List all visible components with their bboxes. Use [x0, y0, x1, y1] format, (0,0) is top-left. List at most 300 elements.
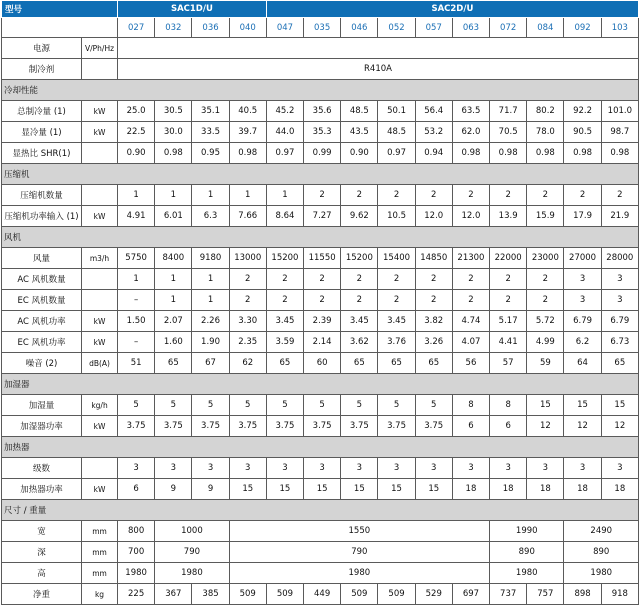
row-unit: mm — [82, 542, 118, 563]
row-unit: kg/h — [82, 395, 118, 416]
value-cell: 6 — [118, 479, 155, 500]
value-cell: 790 — [155, 542, 229, 563]
value-cell: 509 — [266, 584, 303, 605]
value-cell: 60 — [304, 353, 341, 374]
value-cell: 3.45 — [341, 311, 378, 332]
spec-body — [2, 38, 639, 605]
value-cell: 6.3 — [192, 206, 229, 227]
value-cell: 0.90 — [118, 143, 155, 164]
value-cell: 1 — [192, 269, 229, 290]
row-label: 总制冷量 (1) — [2, 101, 82, 122]
row-label: 宽 — [2, 521, 82, 542]
model-code: 084 — [527, 18, 564, 38]
value-cell: 0.98 — [564, 143, 601, 164]
value-cell: 80.2 — [527, 101, 564, 122]
table-row — [2, 542, 639, 563]
section-title: 加湿器 — [2, 374, 639, 395]
value-cell: 65 — [415, 353, 452, 374]
value-cell: 2 — [415, 290, 452, 311]
row-label: 压缩机数量 — [2, 185, 82, 206]
value-cell: 225 — [118, 584, 155, 605]
value-cell: 3 — [527, 458, 564, 479]
value-cell: 2 — [527, 269, 564, 290]
value-cell: 30.0 — [155, 122, 192, 143]
row-unit: V/Ph/Hz — [82, 38, 118, 59]
value-cell: 1980 — [118, 563, 155, 584]
value-cell: 28000 — [601, 248, 638, 269]
row-label: AC 风机数量 — [2, 269, 82, 290]
row-label: 显热比 SHR(1) — [2, 143, 82, 164]
value-cell: 5750 — [118, 248, 155, 269]
row-label: 压缩机功率输入 (1) — [2, 206, 82, 227]
value-cell: 9 — [192, 479, 229, 500]
value-cell: 6 — [452, 416, 489, 437]
table-row — [2, 101, 639, 122]
row-label: 噪音 (2) — [2, 353, 82, 374]
value-cell: 15.9 — [527, 206, 564, 227]
model-code: 032 — [155, 18, 192, 38]
value-cell: 2 — [601, 185, 638, 206]
table-row — [2, 479, 639, 500]
row-unit: mm — [82, 563, 118, 584]
value-cell: 3 — [341, 458, 378, 479]
value-cell: 2.07 — [155, 311, 192, 332]
table-row — [2, 59, 639, 80]
value-cell: 10.5 — [378, 206, 415, 227]
value-cell: 56 — [452, 353, 489, 374]
value-cell: 13.9 — [490, 206, 527, 227]
value-cell: 9 — [155, 479, 192, 500]
value-cell: 3 — [452, 458, 489, 479]
value-cell: 27000 — [564, 248, 601, 269]
value-cell: 50.1 — [378, 101, 415, 122]
value-cell: 449 — [304, 584, 341, 605]
value-cell: 43.5 — [341, 122, 378, 143]
value-cell: 918 — [601, 584, 638, 605]
table-row — [2, 122, 639, 143]
value-cell: 35.6 — [304, 101, 341, 122]
value-cell: 33.5 — [192, 122, 229, 143]
value-cell: 15 — [527, 395, 564, 416]
value-cell: 2 — [304, 290, 341, 311]
value-cell: 2 — [490, 290, 527, 311]
value-cell: 5 — [378, 395, 415, 416]
value-cell: 6.73 — [601, 332, 638, 353]
value-cell: 2490 — [564, 521, 639, 542]
value-cell: 98.7 — [601, 122, 638, 143]
value-cell: 51 — [118, 353, 155, 374]
value-cell: 9.62 — [341, 206, 378, 227]
model-code: 057 — [415, 18, 452, 38]
value-cell: 6 — [490, 416, 527, 437]
value-cell: 0.98 — [490, 143, 527, 164]
value-cell: 0.98 — [452, 143, 489, 164]
value-cell: 1980 — [490, 563, 564, 584]
row-unit: kW — [82, 332, 118, 353]
table-row — [2, 311, 639, 332]
value-cell: 5.72 — [527, 311, 564, 332]
model-code: 047 — [266, 18, 303, 38]
value-cell: 48.5 — [341, 101, 378, 122]
value-cell: 18 — [527, 479, 564, 500]
value-cell: 5 — [192, 395, 229, 416]
value-cell: 3.75 — [304, 416, 341, 437]
value-cell: 2 — [266, 269, 303, 290]
row-unit — [82, 458, 118, 479]
value-cell: 1 — [192, 185, 229, 206]
value-cell: 0.97 — [266, 143, 303, 164]
value-cell: 23000 — [527, 248, 564, 269]
table-row — [2, 395, 639, 416]
value-cell: 509 — [229, 584, 266, 605]
section-title: 冷却性能 — [2, 80, 639, 101]
value-cell: 2 — [490, 185, 527, 206]
value-cell: 71.7 — [490, 101, 527, 122]
row-label: 高 — [2, 563, 82, 584]
series-sac2du: SAC2D/U — [266, 1, 638, 18]
value-cell: 5 — [155, 395, 192, 416]
value-cell: 2 — [341, 269, 378, 290]
value-cell: 3 — [304, 458, 341, 479]
value-cell: 5 — [341, 395, 378, 416]
value-cell: 67 — [192, 353, 229, 374]
row-label: 级数 — [2, 458, 82, 479]
value-cell: 898 — [564, 584, 601, 605]
table-row — [2, 563, 639, 584]
model-code: 046 — [341, 18, 378, 38]
value-cell: 2 — [378, 269, 415, 290]
value-cell: 4.99 — [527, 332, 564, 353]
model-code: 035 — [304, 18, 341, 38]
value-cell: 14850 — [415, 248, 452, 269]
value-cell: 3.62 — [341, 332, 378, 353]
value-cell: 1.50 — [118, 311, 155, 332]
value-cell: 3 — [490, 458, 527, 479]
value-cell: 45.2 — [266, 101, 303, 122]
value-cell: 1 — [266, 185, 303, 206]
value-cell: 1 — [192, 290, 229, 311]
spec-table — [1, 0, 639, 605]
row-unit — [82, 185, 118, 206]
value-cell: 757 — [527, 584, 564, 605]
value-cell: 790 — [229, 542, 489, 563]
section-title: 压缩机 — [2, 164, 639, 185]
value-cell: 2 — [452, 185, 489, 206]
value-cell: 529 — [415, 584, 452, 605]
model-code: 063 — [452, 18, 489, 38]
section-header-row — [2, 437, 639, 458]
value-cell: 2 — [564, 185, 601, 206]
value-cell: 3.26 — [415, 332, 452, 353]
model-code: 072 — [490, 18, 527, 38]
value-cell: 5 — [304, 395, 341, 416]
code-row-spacer — [2, 18, 118, 38]
value-cell: 18 — [490, 479, 527, 500]
row-unit — [82, 269, 118, 290]
value-cell: 2 — [527, 290, 564, 311]
value-cell: 2 — [341, 185, 378, 206]
value-cell: 2.14 — [304, 332, 341, 353]
value-cell: 2 — [229, 269, 266, 290]
value-cell: 92.2 — [564, 101, 601, 122]
table-row — [2, 290, 639, 311]
section-header-row — [2, 80, 639, 101]
value-cell: 509 — [378, 584, 415, 605]
value-cell: 62 — [229, 353, 266, 374]
value-cell: 21.9 — [601, 206, 638, 227]
value-cell: 3 — [564, 269, 601, 290]
value-cell: 3 — [118, 458, 155, 479]
value-cell: 15 — [564, 395, 601, 416]
row-unit: m3/h — [82, 248, 118, 269]
value-cell: 12.0 — [415, 206, 452, 227]
table-row — [2, 143, 639, 164]
value-cell: 2 — [527, 185, 564, 206]
row-unit: kW — [82, 479, 118, 500]
series-sac1du: SAC1D/U — [118, 1, 267, 18]
value-cell: 44.0 — [266, 122, 303, 143]
value-cell: 62.0 — [452, 122, 489, 143]
value-cell: 0.94 — [415, 143, 452, 164]
value-cell: 30.5 — [155, 101, 192, 122]
value-cell: 8.64 — [266, 206, 303, 227]
table-row — [2, 332, 639, 353]
row-label: 显冷量 (1) — [2, 122, 82, 143]
value-cell: 8400 — [155, 248, 192, 269]
row-unit: kW — [82, 101, 118, 122]
value-cell: 57 — [490, 353, 527, 374]
value-cell: 0.95 — [192, 143, 229, 164]
value-cell: 1000 — [155, 521, 229, 542]
model-label: 型号 — [2, 1, 118, 18]
value-cell: 3 — [155, 458, 192, 479]
value-cell: 4.07 — [452, 332, 489, 353]
value-cell: 1990 — [490, 521, 564, 542]
value-cell: 0.90 — [341, 143, 378, 164]
value-cell: 65 — [266, 353, 303, 374]
value-cell: – — [118, 332, 155, 353]
value-cell: 15200 — [266, 248, 303, 269]
row-label: 电源 — [2, 38, 82, 59]
row-unit — [82, 290, 118, 311]
value-cell: 6.01 — [155, 206, 192, 227]
value-cell: 1550 — [229, 521, 489, 542]
value-cell: 1 — [155, 269, 192, 290]
value-cell: 3 — [601, 290, 638, 311]
value-cell: 35.3 — [304, 122, 341, 143]
row-unit: kW — [82, 206, 118, 227]
value-cell: 56.4 — [415, 101, 452, 122]
value-cell: 8 — [452, 395, 489, 416]
value-cell: 3 — [564, 458, 601, 479]
model-header-row — [2, 1, 639, 18]
value-cell: 18 — [601, 479, 638, 500]
value-cell: 509 — [341, 584, 378, 605]
value-cell: 12 — [527, 416, 564, 437]
value-cell: 4.91 — [118, 206, 155, 227]
table-row — [2, 353, 639, 374]
value-cell: 5.17 — [490, 311, 527, 332]
value-cell: 3 — [415, 458, 452, 479]
row-label: EC 风机功率 — [2, 332, 82, 353]
table-row — [2, 416, 639, 437]
table-row — [2, 185, 639, 206]
value-cell: 5 — [266, 395, 303, 416]
value-cell: 2.26 — [192, 311, 229, 332]
value-cell: 12 — [601, 416, 638, 437]
value-cell: 70.5 — [490, 122, 527, 143]
value-cell: 15 — [229, 479, 266, 500]
row-label: 制冷剂 — [2, 59, 82, 80]
value-cell: 15200 — [341, 248, 378, 269]
value-cell: 3.30 — [229, 311, 266, 332]
value-cell: 2 — [378, 290, 415, 311]
row-label: 风量 — [2, 248, 82, 269]
value-cell: 2 — [341, 290, 378, 311]
value-cell: 1 — [229, 185, 266, 206]
value-cell: 5 — [229, 395, 266, 416]
value-cell: 2 — [452, 269, 489, 290]
row-label: 深 — [2, 542, 82, 563]
table-row — [2, 584, 639, 605]
value-cell: 3.82 — [415, 311, 452, 332]
value-cell: 9180 — [192, 248, 229, 269]
row-unit — [82, 59, 118, 80]
row-label: 加热器功率 — [2, 479, 82, 500]
value-cell: 3 — [601, 269, 638, 290]
value-cell: 3 — [378, 458, 415, 479]
value-cell: 4.74 — [452, 311, 489, 332]
value-cell: 2 — [490, 269, 527, 290]
value-cell: 3.75 — [118, 416, 155, 437]
value-cell: 3.59 — [266, 332, 303, 353]
value-cell: 5 — [415, 395, 452, 416]
row-label: AC 风机功率 — [2, 311, 82, 332]
value-cell: 13000 — [229, 248, 266, 269]
value-cell: 1 — [118, 185, 155, 206]
value-cell: 17.9 — [564, 206, 601, 227]
section-header-row — [2, 500, 639, 521]
row-unit: kg — [82, 584, 118, 605]
value-cell: 101.0 — [601, 101, 638, 122]
value-cell: 385 — [192, 584, 229, 605]
row-label: 加湿量 — [2, 395, 82, 416]
value-cell: 2 — [452, 290, 489, 311]
value-cell: 15400 — [378, 248, 415, 269]
value-cell: 3.75 — [266, 416, 303, 437]
value-cell: 2 — [415, 269, 452, 290]
value-cell: 2 — [304, 185, 341, 206]
value-cell: 11550 — [304, 248, 341, 269]
value-cell: 6.2 — [564, 332, 601, 353]
value-cell: 890 — [490, 542, 564, 563]
value-cell: 3 — [192, 458, 229, 479]
value-cell: 3 — [229, 458, 266, 479]
value-cell: 2 — [304, 269, 341, 290]
value-cell: 12.0 — [452, 206, 489, 227]
model-code: 092 — [564, 18, 601, 38]
row-unit: kW — [82, 416, 118, 437]
section-header-row — [2, 227, 639, 248]
value-cell: 3.75 — [155, 416, 192, 437]
value-cell: 2.39 — [304, 311, 341, 332]
value-cell: 1.60 — [155, 332, 192, 353]
value-cell: 2 — [266, 290, 303, 311]
value-cell: 63.5 — [452, 101, 489, 122]
row-unit: kW — [82, 122, 118, 143]
value-cell: 53.2 — [415, 122, 452, 143]
value-cell: 0.98 — [527, 143, 564, 164]
value-cell: 7.27 — [304, 206, 341, 227]
section-header-row — [2, 374, 639, 395]
value-cell: 15 — [415, 479, 452, 500]
value-cell: 1 — [118, 269, 155, 290]
row-label: 加湿器功率 — [2, 416, 82, 437]
row-unit — [82, 143, 118, 164]
table-row — [2, 521, 639, 542]
value-cell: 1 — [155, 185, 192, 206]
value-cell: 78.0 — [527, 122, 564, 143]
model-code-row — [2, 18, 639, 38]
value-cell: 1980 — [155, 563, 229, 584]
row-unit: dB(A) — [82, 353, 118, 374]
model-code: 040 — [229, 18, 266, 38]
value-cell: 64 — [564, 353, 601, 374]
value-cell: 25.0 — [118, 101, 155, 122]
value-cell: R410A — [118, 59, 639, 80]
value-cell: 65 — [378, 353, 415, 374]
value-cell: 2 — [415, 185, 452, 206]
value-cell: 48.5 — [378, 122, 415, 143]
value-cell: 697 — [452, 584, 489, 605]
value-cell: 18 — [564, 479, 601, 500]
value-cell: 8 — [490, 395, 527, 416]
value-cell: 40.5 — [229, 101, 266, 122]
value-cell: 35.1 — [192, 101, 229, 122]
value-cell: 367 — [155, 584, 192, 605]
value-cell: 3 — [564, 290, 601, 311]
value-cell: 21300 — [452, 248, 489, 269]
value-cell: 15 — [601, 395, 638, 416]
value-cell: 15 — [378, 479, 415, 500]
table-row — [2, 248, 639, 269]
table-row — [2, 38, 639, 59]
value-cell: 0.99 — [304, 143, 341, 164]
value-cell: 3 — [601, 458, 638, 479]
value-cell: 3.75 — [229, 416, 266, 437]
section-title: 风机 — [2, 227, 639, 248]
table-row — [2, 458, 639, 479]
model-code: 103 — [601, 18, 638, 38]
value-cell: 15 — [341, 479, 378, 500]
value-cell: 3.45 — [266, 311, 303, 332]
value-cell: 737 — [490, 584, 527, 605]
value-cell: 3.75 — [192, 416, 229, 437]
section-header-row — [2, 164, 639, 185]
value-cell: 22000 — [490, 248, 527, 269]
value-cell: 0.98 — [155, 143, 192, 164]
value-cell: 800 — [118, 521, 155, 542]
row-unit: mm — [82, 521, 118, 542]
model-code: 052 — [378, 18, 415, 38]
value-cell: – — [118, 290, 155, 311]
value-cell: 4.41 — [490, 332, 527, 353]
value-cell: 22.5 — [118, 122, 155, 143]
value-cell: 6.79 — [564, 311, 601, 332]
section-title: 加热器 — [2, 437, 639, 458]
table-row — [2, 206, 639, 227]
value-cell: 18 — [452, 479, 489, 500]
